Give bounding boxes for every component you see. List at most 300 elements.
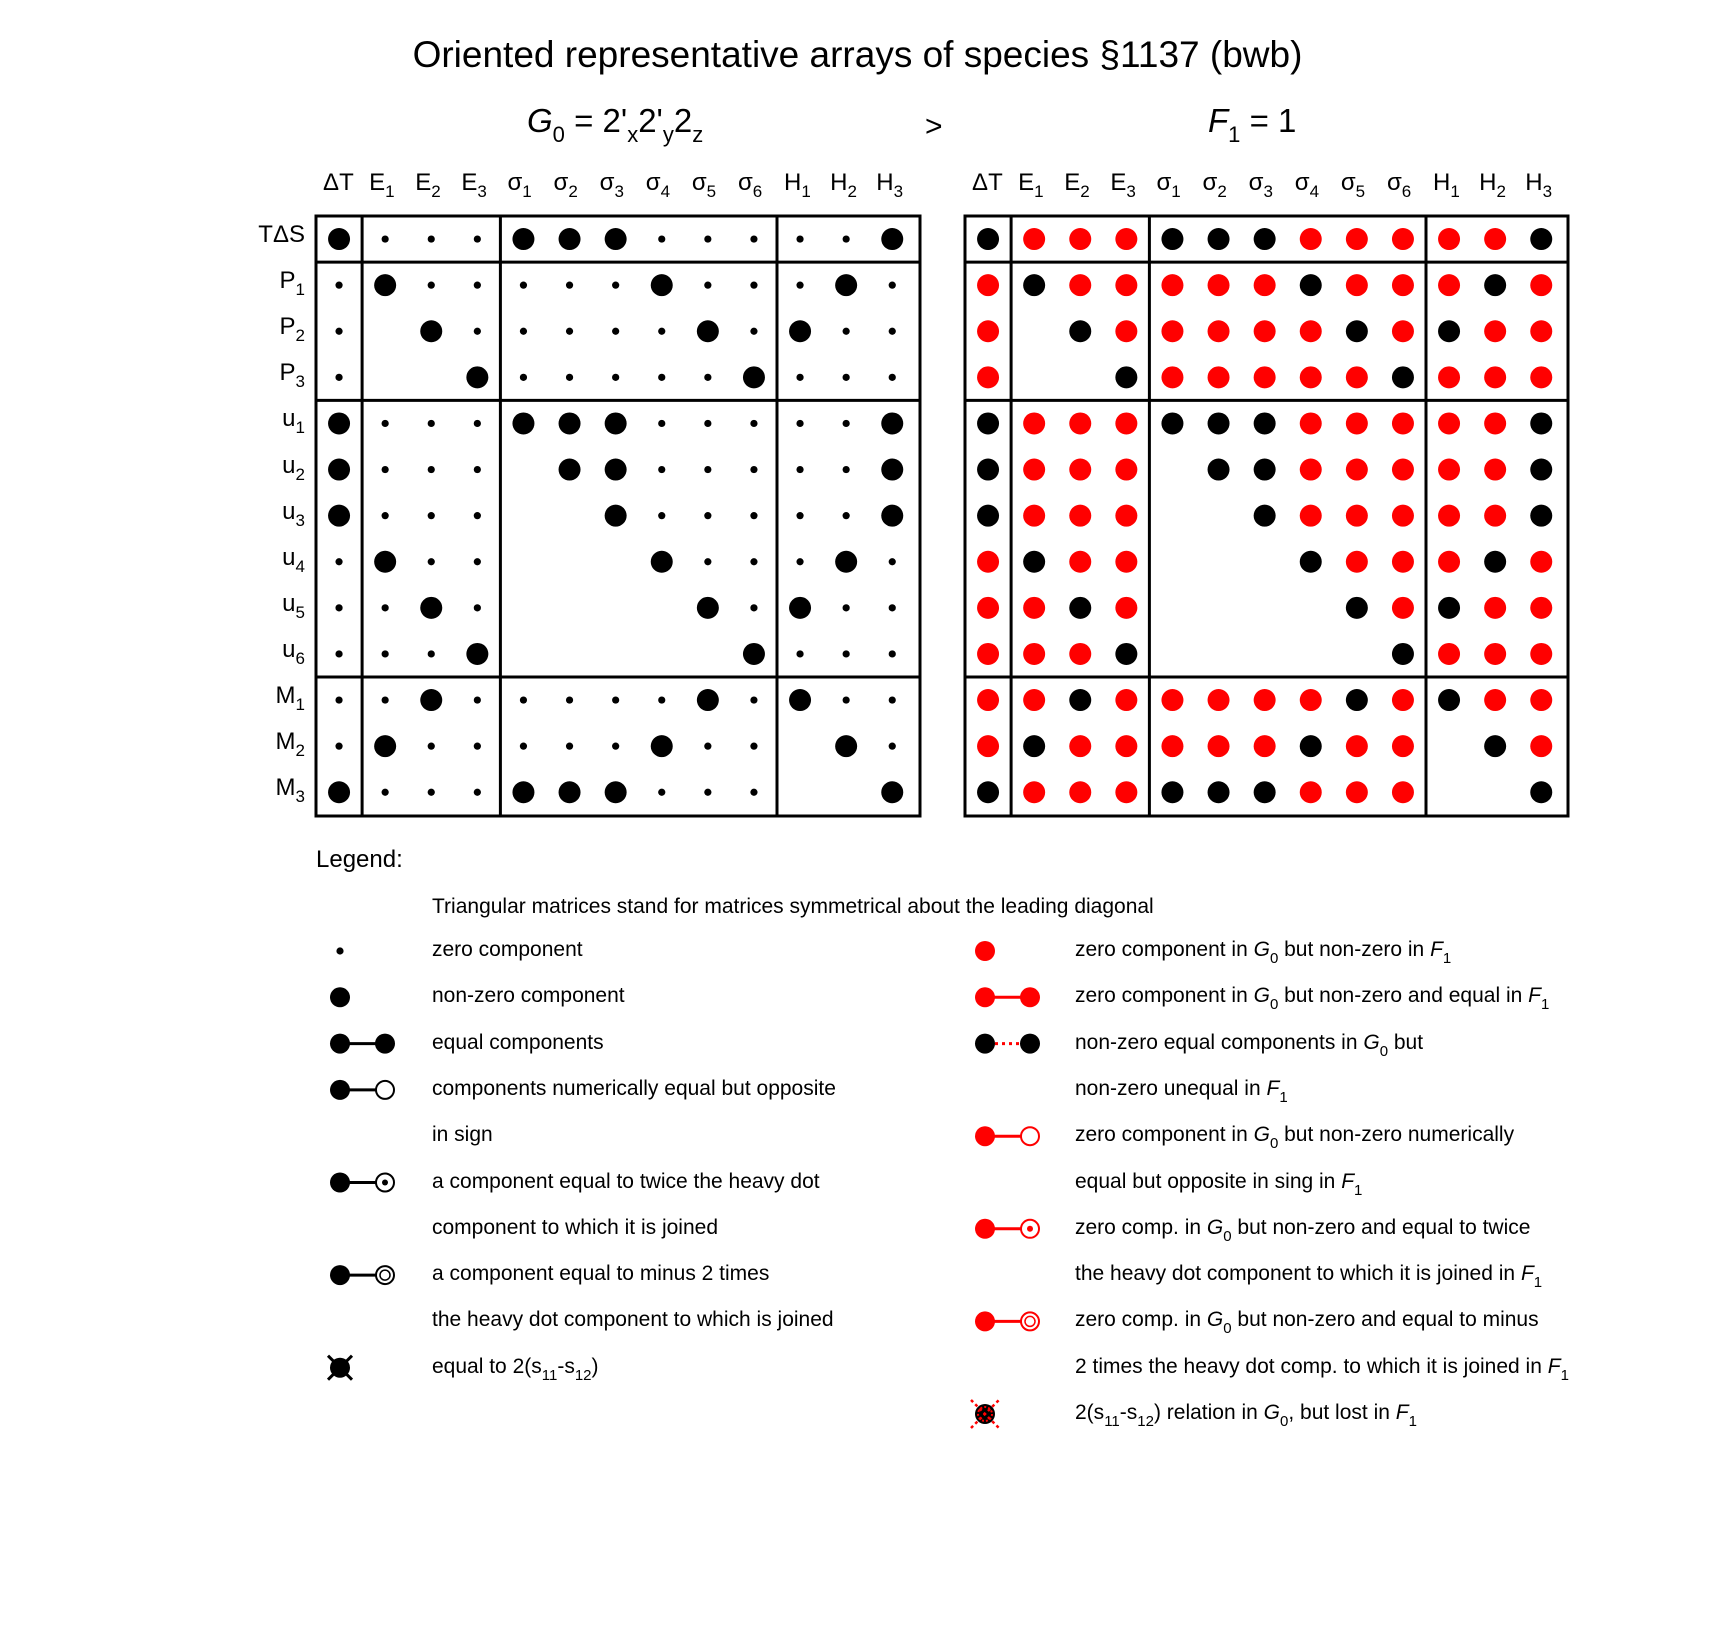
red-component-dot bbox=[1484, 412, 1506, 434]
nonzero-component-dot bbox=[605, 505, 627, 527]
red-component-dot bbox=[1254, 274, 1276, 296]
red-component-dot bbox=[1392, 505, 1414, 527]
nonzero-component-dot bbox=[605, 781, 627, 803]
nonzero-component-dot bbox=[977, 459, 999, 481]
nonzero-component-dot bbox=[605, 459, 627, 481]
nonzero-component-dot bbox=[512, 781, 534, 803]
red-component-dot bbox=[977, 320, 999, 342]
nonzero-component-dot bbox=[1115, 366, 1137, 388]
zero-component-dot bbox=[474, 743, 481, 750]
zero-component-dot bbox=[474, 789, 481, 796]
red-component-dot bbox=[1023, 228, 1045, 250]
red-component-dot bbox=[1254, 320, 1276, 342]
zero-component-dot bbox=[335, 696, 342, 703]
red-component-dot bbox=[1023, 459, 1045, 481]
red-component-dot bbox=[1346, 412, 1368, 434]
zero-component-dot bbox=[382, 696, 389, 703]
red-component-dot bbox=[1300, 505, 1322, 527]
red-component-dot bbox=[1069, 781, 1091, 803]
zero-component-dot bbox=[612, 328, 619, 335]
red-component-dot bbox=[1300, 412, 1322, 434]
nonzero-component-dot bbox=[881, 412, 903, 434]
red-component-dot bbox=[1023, 643, 1045, 665]
zero-component-dot bbox=[382, 466, 389, 473]
red-component-dot bbox=[1300, 228, 1322, 250]
zero-component-dot bbox=[796, 282, 803, 289]
zero-component-dot bbox=[704, 466, 711, 473]
zero-component-dot bbox=[889, 328, 896, 335]
red-component-dot bbox=[1438, 551, 1460, 573]
zero-component-dot bbox=[566, 328, 573, 335]
red-component-dot bbox=[1346, 366, 1368, 388]
zero-component-dot bbox=[612, 374, 619, 381]
nonzero-component-dot bbox=[1484, 551, 1506, 573]
red-component-dot bbox=[1346, 781, 1368, 803]
nonzero-component-dot bbox=[1208, 459, 1230, 481]
zero-component-dot bbox=[889, 374, 896, 381]
nonzero-component-dot bbox=[1346, 689, 1368, 711]
red-component-dot bbox=[977, 551, 999, 573]
column-header: $\sigma_6$ bbox=[1386, 169, 1412, 201]
red-component-dot bbox=[1438, 366, 1460, 388]
legend-left-entry-text: in sign bbox=[432, 1123, 493, 1147]
nonzero-component-dot bbox=[881, 781, 903, 803]
legend-right-entry-text: non-zero equal components in $G_0$ but bbox=[1075, 1030, 1424, 1060]
zero-component-dot bbox=[428, 420, 435, 427]
red-component-dot bbox=[977, 366, 999, 388]
red-component-dot bbox=[1161, 689, 1183, 711]
red-component-dot bbox=[1530, 735, 1552, 757]
red-component-dot bbox=[1161, 366, 1183, 388]
red-component-dot bbox=[1023, 781, 1045, 803]
nonzero-component-dot bbox=[466, 643, 488, 665]
zero-component-dot bbox=[428, 789, 435, 796]
red-component-dot bbox=[1300, 320, 1322, 342]
column-header: $H_3$ bbox=[876, 169, 904, 201]
red-equal-link-icon bbox=[975, 987, 1040, 1007]
nonzero-component-dot bbox=[1300, 735, 1322, 757]
nonzero-component-dot bbox=[743, 643, 765, 665]
row-header: $M_3$ bbox=[275, 774, 305, 807]
nonzero-component-dot bbox=[1208, 781, 1230, 803]
zero-component-dot bbox=[750, 235, 757, 242]
red-component-dot bbox=[977, 597, 999, 619]
column-header: $\sigma_6$ bbox=[737, 169, 763, 201]
zero-component-dot bbox=[474, 235, 481, 242]
crossed-dot-icon bbox=[328, 1356, 352, 1380]
zero-component-dot bbox=[658, 374, 665, 381]
nonzero-component-dot bbox=[559, 459, 581, 481]
column-header: $E_3$ bbox=[461, 169, 487, 201]
nonzero-component-dot bbox=[420, 597, 442, 619]
left-group-heading: $G_0 = 2'_x2'_y2_z$ bbox=[527, 102, 704, 147]
red-component-dot bbox=[1115, 412, 1137, 434]
nonzero-component-dot bbox=[1023, 274, 1045, 296]
row-header: $u_4$ bbox=[282, 543, 305, 576]
red-component-dot bbox=[1069, 274, 1091, 296]
nonzero-component-dot bbox=[328, 459, 350, 481]
column-header: $E_2$ bbox=[415, 169, 441, 201]
red-component-dot bbox=[1023, 689, 1045, 711]
zero-component-dot bbox=[428, 235, 435, 242]
nonzero-component-dot bbox=[1438, 320, 1460, 342]
zero-component-dot bbox=[750, 282, 757, 289]
big-dot-icon bbox=[330, 987, 350, 1007]
zero-component-dot bbox=[474, 282, 481, 289]
red-minus-two-link-icon bbox=[975, 1311, 1039, 1331]
zero-component-dot bbox=[843, 235, 850, 242]
nonzero-component-dot bbox=[697, 320, 719, 342]
red-component-dot bbox=[1392, 412, 1414, 434]
red-twice-link-icon bbox=[975, 1219, 1039, 1239]
zero-component-dot bbox=[428, 558, 435, 565]
nonzero-component-dot bbox=[977, 781, 999, 803]
column-header: ΔT bbox=[323, 169, 354, 196]
red-component-dot bbox=[1392, 597, 1414, 619]
zero-component-dot bbox=[520, 696, 527, 703]
nonzero-component-dot bbox=[559, 412, 581, 434]
nonzero-component-dot bbox=[835, 735, 857, 757]
red-component-dot bbox=[1484, 505, 1506, 527]
legend-right-entry-text: 2 times the heavy dot comp. to which it is joined in $F_1$ bbox=[1075, 1354, 1569, 1384]
red-component-dot bbox=[1392, 320, 1414, 342]
zero-component-dot bbox=[796, 558, 803, 565]
nonzero-component-dot bbox=[977, 505, 999, 527]
nonzero-component-dot bbox=[1438, 689, 1460, 711]
red-component-dot bbox=[1530, 366, 1552, 388]
zero-component-dot bbox=[520, 282, 527, 289]
nonzero-component-dot bbox=[789, 689, 811, 711]
nonzero-component-dot bbox=[1023, 551, 1045, 573]
nonzero-component-dot bbox=[1530, 781, 1552, 803]
red-component-dot bbox=[1115, 597, 1137, 619]
zero-component-dot bbox=[428, 512, 435, 519]
row-header: $P_2$ bbox=[279, 313, 305, 346]
column-header: $E_2$ bbox=[1064, 169, 1090, 201]
nonzero-component-dot bbox=[651, 274, 673, 296]
row-header: $P_1$ bbox=[279, 267, 305, 299]
nonzero-component-dot bbox=[1023, 735, 1045, 757]
zero-component-dot bbox=[889, 696, 896, 703]
legend-left-entry-text: a component equal to minus 2 times bbox=[432, 1262, 770, 1286]
zero-component-dot bbox=[750, 604, 757, 611]
nonzero-component-dot bbox=[651, 551, 673, 573]
red-component-dot bbox=[1161, 320, 1183, 342]
nonzero-component-dot bbox=[1161, 412, 1183, 434]
red-component-dot bbox=[1161, 274, 1183, 296]
nonzero-component-dot bbox=[1069, 689, 1091, 711]
red-component-dot bbox=[1346, 274, 1368, 296]
red-component-dot bbox=[1530, 643, 1552, 665]
nonzero-component-dot bbox=[977, 228, 999, 250]
red-component-dot bbox=[1346, 228, 1368, 250]
nonzero-component-dot bbox=[1115, 643, 1137, 665]
zero-component-dot bbox=[612, 282, 619, 289]
zero-component-dot bbox=[382, 650, 389, 657]
legend-right-entry-text: zero component in $G_0$ but non-zero and equal in $F_1$ bbox=[1075, 984, 1550, 1014]
zero-component-dot bbox=[796, 512, 803, 519]
nonzero-component-dot bbox=[881, 505, 903, 527]
red-component-dot bbox=[1530, 274, 1552, 296]
nonzero-component-dot bbox=[328, 228, 350, 250]
zero-component-dot bbox=[566, 696, 573, 703]
legend-left-entry-text: equal components bbox=[432, 1030, 604, 1054]
nonzero-component-dot bbox=[1069, 597, 1091, 619]
red-component-dot bbox=[1115, 459, 1137, 481]
red-component-dot bbox=[1161, 735, 1183, 757]
column-header: $H_1$ bbox=[1433, 169, 1460, 201]
red-component-dot bbox=[1346, 459, 1368, 481]
zero-component-dot bbox=[750, 789, 757, 796]
subgroup-relation: > bbox=[925, 110, 943, 143]
zero-component-dot bbox=[704, 374, 711, 381]
zero-component-dot bbox=[382, 512, 389, 519]
red-component-dot bbox=[1115, 228, 1137, 250]
nonzero-component-dot bbox=[835, 274, 857, 296]
red-component-dot bbox=[977, 735, 999, 757]
red-opposite-link-icon bbox=[975, 1126, 1039, 1146]
column-header: $\sigma_4$ bbox=[645, 169, 671, 201]
red-component-dot bbox=[1484, 228, 1506, 250]
zero-component-dot bbox=[658, 328, 665, 335]
zero-component-dot bbox=[704, 558, 711, 565]
column-header: $\sigma_2$ bbox=[1202, 169, 1227, 201]
column-header: $E_3$ bbox=[1110, 169, 1136, 201]
column-header: $\sigma_5$ bbox=[691, 169, 717, 201]
nonzero-component-dot bbox=[1208, 412, 1230, 434]
zero-component-dot bbox=[889, 282, 896, 289]
zero-component-dot bbox=[889, 604, 896, 611]
legend-right-entry-text: non-zero unequal in $F_1$ bbox=[1075, 1076, 1288, 1106]
red-component-dot bbox=[1346, 505, 1368, 527]
zero-component-dot bbox=[474, 512, 481, 519]
zero-component-dot bbox=[658, 512, 665, 519]
red-component-dot bbox=[1484, 689, 1506, 711]
nonzero-component-dot bbox=[328, 781, 350, 803]
red-component-dot bbox=[1115, 274, 1137, 296]
legend-right-entry-text: the heavy dot component to which it is joined in $F_1$ bbox=[1075, 1262, 1543, 1291]
nonzero-component-dot bbox=[881, 228, 903, 250]
zero-component-dot bbox=[750, 743, 757, 750]
red-component-dot bbox=[1115, 735, 1137, 757]
legend-right-entry-text: zero comp. in $G_0$ but non-zero and equal to minus bbox=[1075, 1308, 1539, 1338]
zero-component-dot bbox=[335, 558, 342, 565]
nonzero-component-dot bbox=[789, 320, 811, 342]
zero-component-dot bbox=[612, 696, 619, 703]
opposite-link-icon bbox=[330, 1080, 394, 1100]
row-header: $u_1$ bbox=[282, 405, 305, 438]
zero-component-dot bbox=[335, 374, 342, 381]
small-dot-icon bbox=[336, 947, 343, 954]
red-component-dot bbox=[1023, 505, 1045, 527]
column-header: $\sigma_3$ bbox=[1248, 169, 1273, 201]
nonzero-component-dot bbox=[1484, 735, 1506, 757]
nonzero-component-dot bbox=[1346, 597, 1368, 619]
zero-component-dot bbox=[566, 374, 573, 381]
red-component-dot bbox=[977, 689, 999, 711]
column-header: $E_1$ bbox=[1018, 169, 1044, 201]
red-component-dot bbox=[1115, 505, 1137, 527]
zero-component-dot bbox=[566, 282, 573, 289]
broken-link-icon bbox=[975, 1034, 1040, 1054]
equal-link-icon bbox=[330, 1034, 395, 1054]
zero-component-dot bbox=[520, 374, 527, 381]
row-header: $u_5$ bbox=[282, 589, 305, 622]
nonzero-component-dot bbox=[374, 551, 396, 573]
zero-component-dot bbox=[474, 696, 481, 703]
column-header: $E_1$ bbox=[369, 169, 395, 201]
nonzero-component-dot bbox=[420, 320, 442, 342]
row-header: $M_2$ bbox=[275, 728, 305, 760]
column-header: $H_3$ bbox=[1525, 169, 1553, 201]
nonzero-component-dot bbox=[605, 412, 627, 434]
red-component-dot bbox=[1069, 412, 1091, 434]
red-component-dot bbox=[1484, 597, 1506, 619]
row-header: $P_3$ bbox=[279, 359, 305, 392]
twice-link-icon bbox=[330, 1173, 394, 1193]
red-component-dot bbox=[1208, 689, 1230, 711]
zero-component-dot bbox=[382, 789, 389, 796]
nonzero-component-dot bbox=[1161, 228, 1183, 250]
legend-left-entry-text: the heavy dot component to which is joined bbox=[432, 1308, 834, 1332]
zero-component-dot bbox=[382, 604, 389, 611]
left-matrix bbox=[316, 216, 920, 816]
zero-component-dot bbox=[335, 743, 342, 750]
right-group-symbol: F bbox=[1208, 102, 1229, 139]
zero-component-dot bbox=[382, 420, 389, 427]
red-component-dot bbox=[1023, 412, 1045, 434]
nonzero-component-dot bbox=[789, 597, 811, 619]
nonzero-component-dot bbox=[1530, 228, 1552, 250]
red-component-dot bbox=[1115, 551, 1137, 573]
zero-component-dot bbox=[428, 282, 435, 289]
nonzero-component-dot bbox=[466, 366, 488, 388]
nonzero-component-dot bbox=[328, 505, 350, 527]
zero-component-dot bbox=[474, 466, 481, 473]
zero-component-dot bbox=[750, 512, 757, 519]
row-header: TΔS bbox=[258, 221, 305, 249]
zero-component-dot bbox=[843, 328, 850, 335]
nonzero-component-dot bbox=[1254, 781, 1276, 803]
zero-component-dot bbox=[658, 420, 665, 427]
nonzero-component-dot bbox=[1069, 320, 1091, 342]
nonzero-component-dot bbox=[1530, 505, 1552, 527]
nonzero-component-dot bbox=[743, 366, 765, 388]
red-component-dot bbox=[1392, 551, 1414, 573]
red-component-dot bbox=[1069, 228, 1091, 250]
nonzero-component-dot bbox=[1438, 597, 1460, 619]
legend-right-entry-text: equal but opposite in sing in $F_1$ bbox=[1075, 1169, 1363, 1199]
red-component-dot bbox=[1392, 781, 1414, 803]
left-group-symbol: G bbox=[527, 102, 553, 139]
red-component-dot bbox=[1438, 459, 1460, 481]
zero-component-dot bbox=[566, 743, 573, 750]
nonzero-component-dot bbox=[1346, 320, 1368, 342]
zero-component-dot bbox=[796, 235, 803, 242]
legend-title: Legend: bbox=[316, 846, 403, 873]
zero-component-dot bbox=[704, 512, 711, 519]
column-header: $\sigma_4$ bbox=[1294, 169, 1320, 201]
zero-component-dot bbox=[335, 282, 342, 289]
legend-left-entry-text: components numerically equal but opposite bbox=[432, 1076, 836, 1100]
nonzero-component-dot bbox=[977, 412, 999, 434]
red-component-dot bbox=[1069, 643, 1091, 665]
nonzero-component-dot bbox=[512, 412, 534, 434]
column-header: $\sigma_1$ bbox=[507, 169, 532, 201]
red-component-dot bbox=[1438, 505, 1460, 527]
nonzero-component-dot bbox=[1530, 459, 1552, 481]
nonzero-component-dot bbox=[559, 781, 581, 803]
zero-component-dot bbox=[382, 235, 389, 242]
zero-component-dot bbox=[796, 650, 803, 657]
zero-component-dot bbox=[750, 696, 757, 703]
column-header: ΔT bbox=[972, 169, 1003, 196]
zero-component-dot bbox=[474, 558, 481, 565]
red-component-dot bbox=[1254, 366, 1276, 388]
zero-component-dot bbox=[658, 789, 665, 796]
legend-left-entry-text: a component equal to twice the heavy dot bbox=[432, 1169, 820, 1193]
red-component-dot bbox=[1023, 597, 1045, 619]
page-title: Oriented representative arrays of species §1137 (bwb) bbox=[412, 34, 1303, 75]
nonzero-component-dot bbox=[1484, 274, 1506, 296]
zero-component-dot bbox=[428, 466, 435, 473]
red-component-dot bbox=[977, 274, 999, 296]
zero-component-dot bbox=[428, 743, 435, 750]
lost-relation-dot-icon bbox=[971, 1400, 999, 1428]
zero-component-dot bbox=[889, 743, 896, 750]
red-component-dot bbox=[1208, 735, 1230, 757]
red-component-dot bbox=[1484, 320, 1506, 342]
zero-component-dot bbox=[520, 328, 527, 335]
zero-component-dot bbox=[428, 650, 435, 657]
zero-component-dot bbox=[335, 604, 342, 611]
zero-component-dot bbox=[612, 743, 619, 750]
nonzero-component-dot bbox=[1392, 643, 1414, 665]
red-component-dot bbox=[1115, 320, 1137, 342]
zero-component-dot bbox=[474, 420, 481, 427]
zero-component-dot bbox=[658, 235, 665, 242]
minus-two-link-icon bbox=[330, 1265, 394, 1285]
nonzero-component-dot bbox=[420, 689, 442, 711]
legend-right-entry-text: zero component in $G_0$ but non-zero numerically bbox=[1075, 1123, 1515, 1152]
zero-component-dot bbox=[474, 328, 481, 335]
nonzero-component-dot bbox=[1300, 551, 1322, 573]
nonzero-component-dot bbox=[1530, 412, 1552, 434]
red-component-dot bbox=[1484, 366, 1506, 388]
row-header: $u_2$ bbox=[282, 451, 305, 484]
zero-component-dot bbox=[750, 420, 757, 427]
nonzero-component-dot bbox=[881, 459, 903, 481]
column-header: $\sigma_3$ bbox=[599, 169, 624, 201]
red-component-dot bbox=[1530, 689, 1552, 711]
nonzero-component-dot bbox=[512, 228, 534, 250]
zero-component-dot bbox=[704, 789, 711, 796]
column-header: $H_2$ bbox=[1479, 169, 1506, 201]
red-component-dot bbox=[1208, 274, 1230, 296]
column-header: $H_2$ bbox=[830, 169, 857, 201]
red-component-dot bbox=[1300, 459, 1322, 481]
nonzero-component-dot bbox=[651, 735, 673, 757]
zero-component-dot bbox=[335, 328, 342, 335]
red-component-dot bbox=[1254, 689, 1276, 711]
red-component-dot bbox=[1392, 459, 1414, 481]
nonzero-component-dot bbox=[1161, 781, 1183, 803]
nonzero-component-dot bbox=[1254, 505, 1276, 527]
nonzero-component-dot bbox=[374, 274, 396, 296]
red-component-dot bbox=[1069, 735, 1091, 757]
nonzero-component-dot bbox=[559, 228, 581, 250]
zero-component-dot bbox=[796, 420, 803, 427]
